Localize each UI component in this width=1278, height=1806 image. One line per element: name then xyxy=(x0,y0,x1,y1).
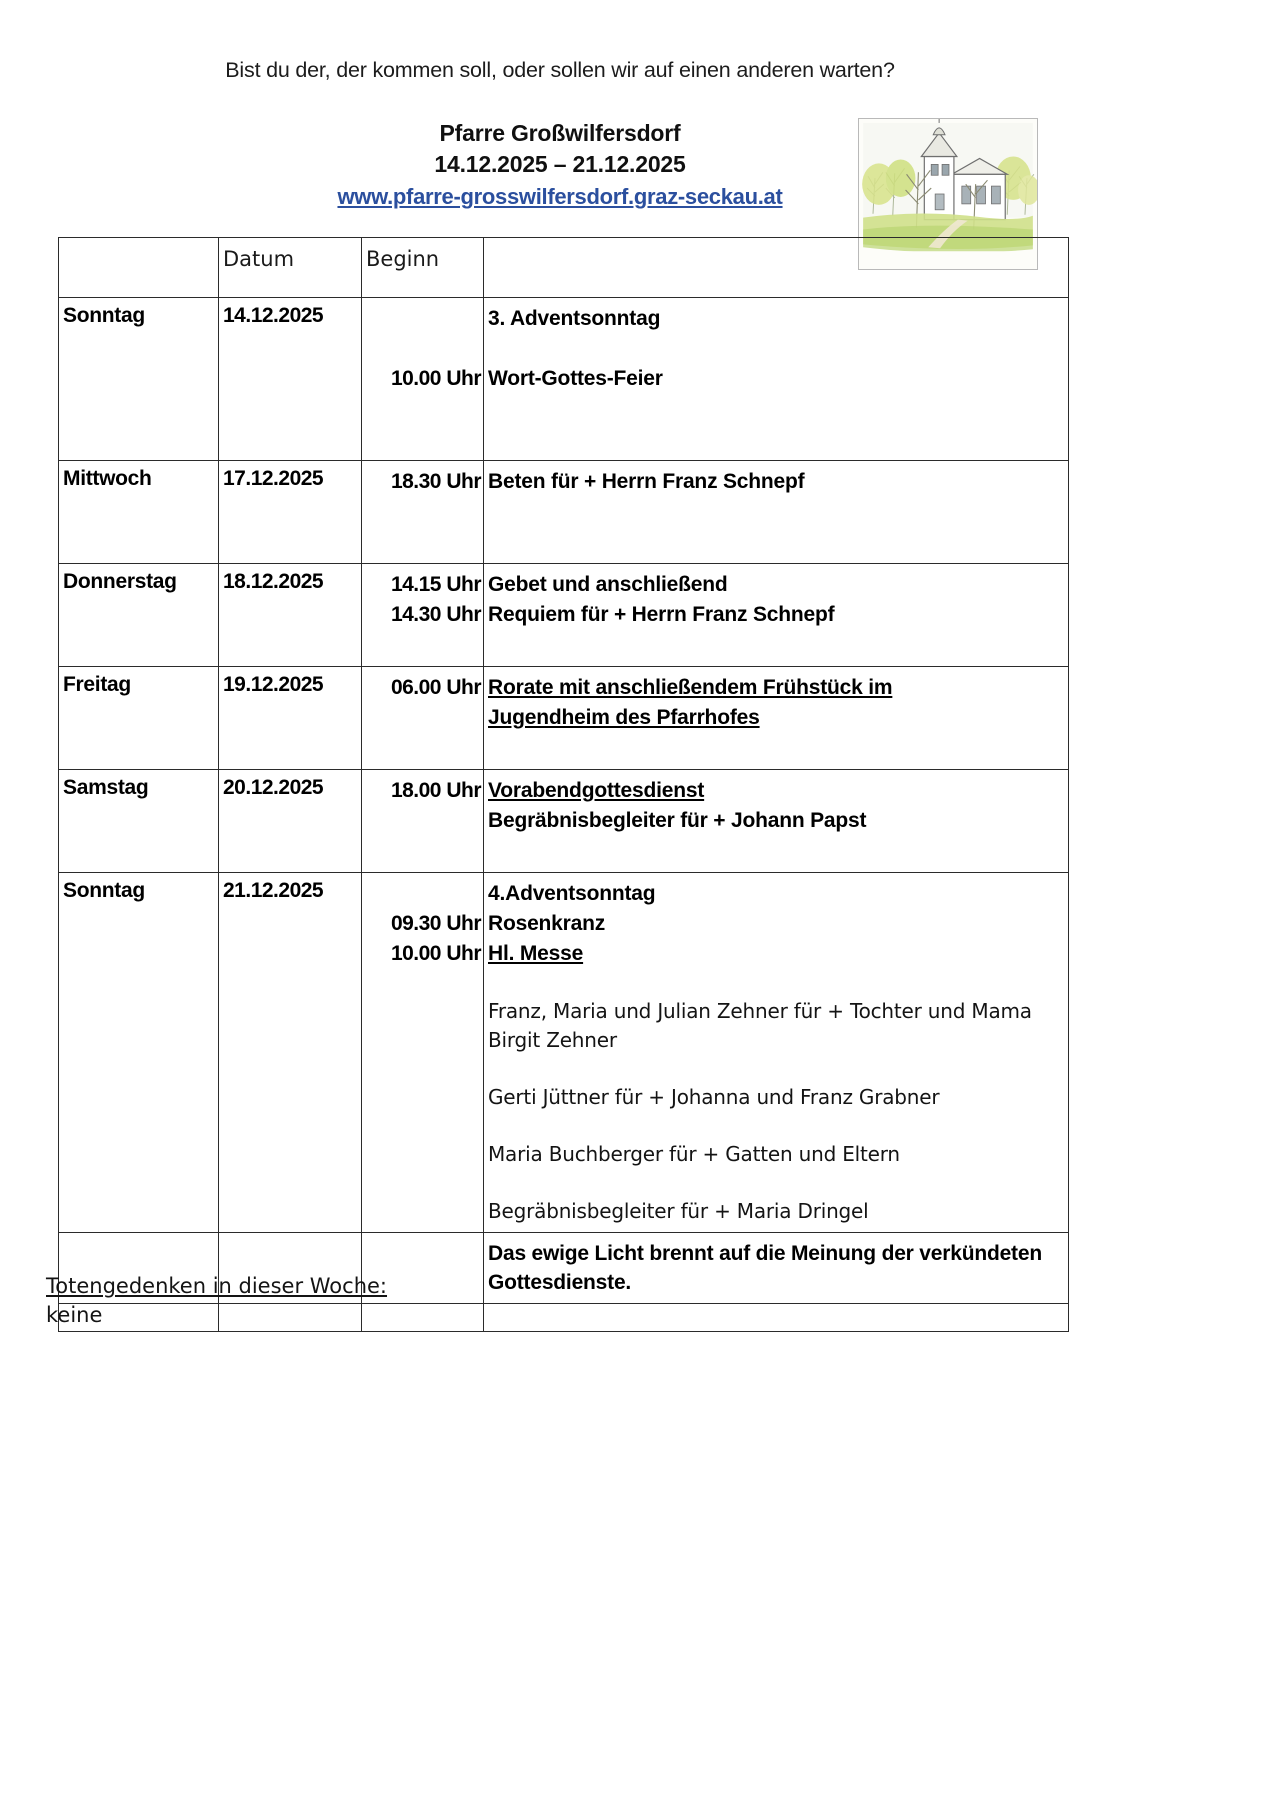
memorial-value: keine xyxy=(46,1303,103,1327)
row-day: Donnerstag xyxy=(59,564,219,667)
time-line: 18.30 Uhr xyxy=(390,470,481,493)
row-times xyxy=(362,564,484,667)
time-line: 06.00 Uhr xyxy=(390,676,481,699)
description-text: Hl. Messe xyxy=(488,942,584,965)
row-description xyxy=(484,298,1069,461)
row-date: 20.12.2025 xyxy=(219,770,362,873)
time-line xyxy=(366,304,481,334)
row-description xyxy=(484,461,1069,564)
motto-text: Bist du der, der kommen soll, oder sollen wir auf einen anderen warten? xyxy=(225,58,895,82)
time-spacer xyxy=(366,424,481,454)
description-line: Requiem für + Herrn Franz Schnepf xyxy=(488,603,835,626)
memorial-title: Totengedenken in dieser Woche: xyxy=(46,1274,388,1298)
footer-section xyxy=(46,1272,746,1330)
description-spacer xyxy=(488,394,1066,424)
table-row xyxy=(59,770,1069,873)
row-day: Sonntag xyxy=(59,298,219,461)
description-text: Vorabendgottesdienst xyxy=(488,779,705,802)
mass-intention: Gerti Jüttner für + Johanna und Franz Grabner xyxy=(488,1085,940,1109)
description-line: 4.Adventsonntag xyxy=(488,882,656,905)
row-date: 19.12.2025 xyxy=(219,667,362,770)
mass-intention: Maria Buchberger für + Gatten und Eltern xyxy=(488,1142,900,1166)
row-day: Samstag xyxy=(59,770,219,873)
row-description xyxy=(484,873,1069,1233)
description-line: Rorate mit anschließendem Frühstück im xyxy=(488,676,893,699)
description-line xyxy=(488,334,1066,364)
header-cell-description xyxy=(484,238,1069,298)
row-day: Freitag xyxy=(59,667,219,770)
time-spacer xyxy=(366,497,481,527)
memorial-title-wrap xyxy=(46,1272,746,1301)
table-row xyxy=(59,667,1069,770)
time-line: 10.00 Uhr xyxy=(390,942,481,965)
time-spacer xyxy=(366,806,481,836)
description-spacer xyxy=(488,630,1066,660)
row-description xyxy=(484,564,1069,667)
time-spacer xyxy=(366,703,481,733)
row-date: 18.12.2025 xyxy=(219,564,362,667)
time-line: 09.30 Uhr xyxy=(390,912,481,935)
row-description xyxy=(484,667,1069,770)
parish-website-link[interactable]: www.pfarre-grosswilfersdorf.graz-seckau.at xyxy=(337,184,783,209)
description-line: 3. Adventsonntag xyxy=(488,307,661,330)
row-date: 21.12.2025 xyxy=(219,873,362,1233)
time-line: 14.30 Uhr xyxy=(390,603,481,626)
header-cell-time: Beginn xyxy=(362,238,484,298)
row-date: 17.12.2025 xyxy=(219,461,362,564)
date-range: 14.12.2025 – 21.12.2025 xyxy=(434,151,686,177)
description-line: Beten für + Herrn Franz Schnepf xyxy=(488,470,805,493)
service-schedule-table xyxy=(58,237,1069,1332)
table-header-row xyxy=(59,238,1069,298)
description-line: Jugendheim des Pfarrhofes xyxy=(488,706,760,729)
description-line: Rosenkranz xyxy=(488,912,606,935)
table-row xyxy=(59,873,1069,1233)
description-line: Gebet und anschließend xyxy=(488,573,728,596)
row-times xyxy=(362,461,484,564)
table-row xyxy=(59,298,1069,461)
time-spacer xyxy=(366,527,481,557)
time-line: 10.00 Uhr xyxy=(390,367,481,390)
time-spacer xyxy=(366,630,481,660)
description-line: Begräbnisbegleiter für + Johann Papst xyxy=(488,809,867,832)
description-line: Wort-Gottes-Feier xyxy=(488,367,663,390)
header-cell-date: Datum xyxy=(219,238,362,298)
header-cell-day xyxy=(59,238,219,298)
description-spacer xyxy=(488,497,1066,527)
row-times xyxy=(362,770,484,873)
time-line xyxy=(366,879,481,909)
mass-intention: Begräbnisbegleiter für + Maria Dringel xyxy=(488,1199,869,1223)
row-description xyxy=(484,770,1069,873)
row-times xyxy=(362,873,484,1233)
parish-name: Pfarre Großwilfersdorf xyxy=(439,120,681,146)
description-spacer xyxy=(488,424,1066,454)
row-date: 14.12.2025 xyxy=(219,298,362,461)
time-line: 14.15 Uhr xyxy=(390,573,481,596)
mass-intention: Franz, Maria und Julian Zehner für + Tochter und Mama Birgit Zehner xyxy=(488,999,1032,1052)
eternal-light-notice: Das ewige Licht brennt auf die Meinung der verkündeten Gottesdienste. xyxy=(488,1242,1042,1294)
description-spacer xyxy=(488,733,1066,763)
description-line xyxy=(488,776,1066,806)
table-row xyxy=(59,564,1069,667)
description-spacer xyxy=(488,527,1066,557)
time-line: 18.00 Uhr xyxy=(390,779,481,802)
row-day: Mittwoch xyxy=(59,461,219,564)
table-row xyxy=(59,461,1069,564)
row-times xyxy=(362,667,484,770)
description-spacer xyxy=(488,836,1066,866)
description-line xyxy=(488,939,1066,969)
time-spacer xyxy=(366,394,481,424)
time-line xyxy=(366,334,481,364)
row-day: Sonntag xyxy=(59,873,219,1233)
row-times xyxy=(362,298,484,461)
time-spacer xyxy=(366,836,481,866)
time-spacer xyxy=(366,733,481,763)
